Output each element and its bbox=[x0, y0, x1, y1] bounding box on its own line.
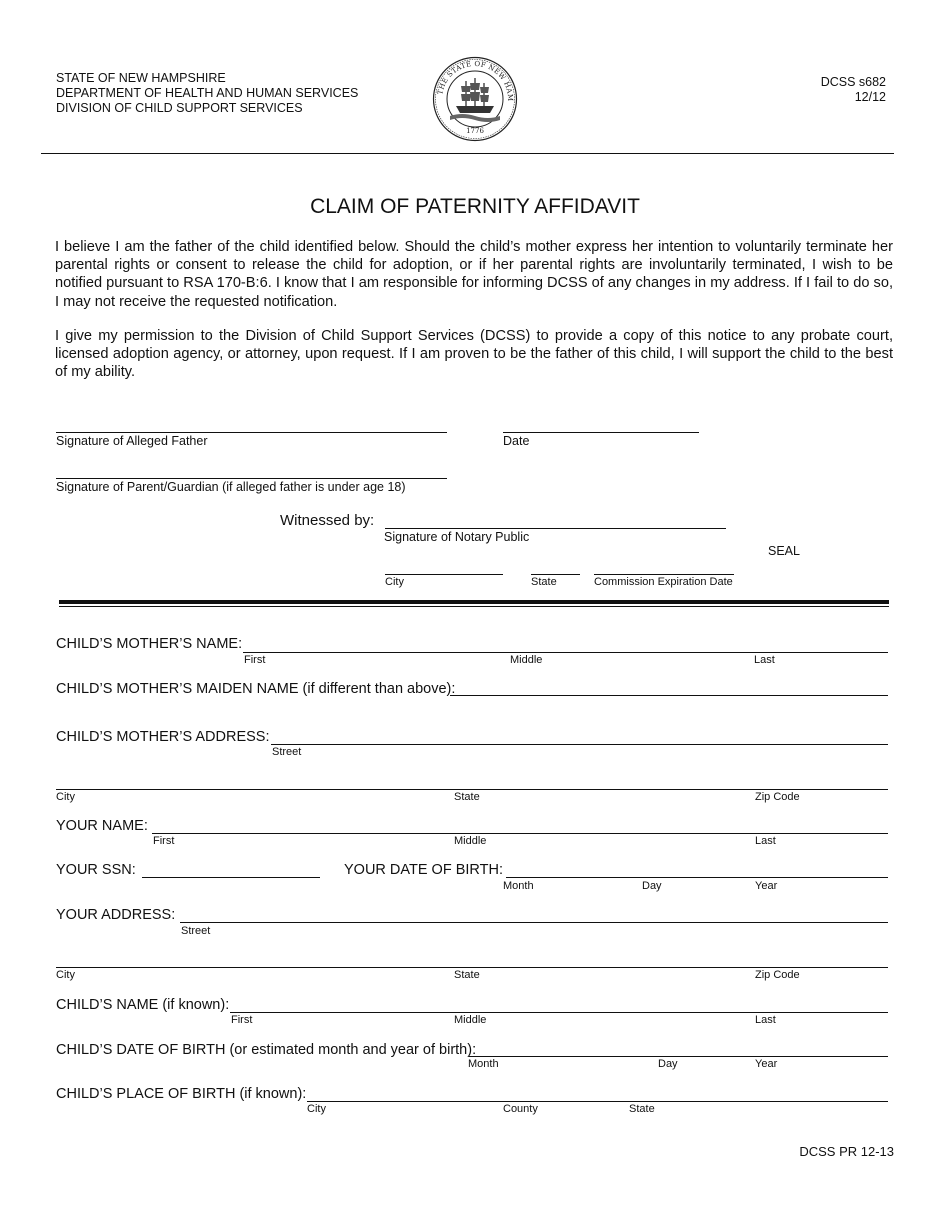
your-name-field[interactable] bbox=[152, 833, 888, 834]
mother-name-field[interactable] bbox=[243, 652, 888, 653]
mother-address-zip-label: Zip Code bbox=[755, 791, 800, 803]
notary-city-label: City bbox=[385, 576, 404, 588]
your-address-street-field[interactable] bbox=[180, 922, 888, 923]
child-dob-label: CHILD’S DATE OF BIRTH (or estimated month and year of birth): bbox=[56, 1042, 477, 1058]
notary-signature-label: Signature of Notary Public bbox=[384, 530, 530, 544]
child-pob-state-label: State bbox=[629, 1103, 655, 1115]
your-ssn-label: YOUR SSN: bbox=[56, 862, 136, 878]
your-dob-field[interactable] bbox=[506, 877, 888, 878]
child-pob-field[interactable] bbox=[307, 1101, 888, 1102]
notary-signature-line[interactable] bbox=[385, 528, 726, 529]
child-name-field[interactable] bbox=[230, 1012, 888, 1013]
mother-address-city-field[interactable] bbox=[56, 789, 888, 790]
child-dob-year-label: Year bbox=[755, 1058, 778, 1070]
child-pob-city-label: City bbox=[307, 1103, 326, 1115]
your-dob-label: YOUR DATE OF BIRTH: bbox=[344, 862, 503, 878]
mother-name-last-label: Last bbox=[754, 654, 775, 666]
child-name-first-label: First bbox=[231, 1014, 253, 1026]
child-dob-day-label: Day bbox=[658, 1058, 678, 1070]
agency-line-division: DIVISION OF CHILD SUPPORT SERVICES bbox=[56, 101, 303, 115]
mother-maiden-name-label: CHILD’S MOTHER’S MAIDEN NAME (if different than above): bbox=[56, 681, 456, 697]
mother-name-first-label: First bbox=[244, 654, 266, 666]
form-date: 12/12 bbox=[854, 90, 886, 104]
state-seal-logo bbox=[432, 56, 518, 142]
agency-line-department: DEPARTMENT OF HEALTH AND HUMAN SERVICES bbox=[56, 86, 359, 100]
your-address-zip-label: Zip Code bbox=[755, 969, 800, 981]
mother-address-label: CHILD’S MOTHER’S ADDRESS: bbox=[56, 729, 270, 745]
mother-address-street-label: Street bbox=[272, 746, 302, 758]
your-address-city-field[interactable] bbox=[56, 967, 888, 968]
your-name-middle-label: Middle bbox=[454, 835, 487, 847]
child-pob-label: CHILD’S PLACE OF BIRTH (if known): bbox=[56, 1086, 307, 1102]
notary-state-label: State bbox=[531, 576, 557, 588]
your-name-last-label: Last bbox=[755, 835, 776, 847]
section-divider-thin bbox=[59, 606, 889, 607]
your-address-label: YOUR ADDRESS: bbox=[56, 907, 176, 923]
child-name-middle-label: Middle bbox=[454, 1014, 487, 1026]
mother-address-state-label: State bbox=[454, 791, 480, 803]
section-divider-thick bbox=[59, 600, 889, 604]
your-name-label: YOUR NAME: bbox=[56, 818, 148, 834]
your-dob-year-label: Year bbox=[755, 880, 778, 892]
your-address-state-label: State bbox=[454, 969, 480, 981]
your-address-city-label: City bbox=[56, 969, 75, 981]
paragraph-notification: I believe I am the father of the child identified below. Should the child’s mother express her intention to voluntarily terminate her parental rights or consent to release the child for adoption, or if her parental rights are involuntarily terminated, I wish to be notified pursuant to RSA 170-B:6. I know that I am responsible for informing DCSS of any changes in my address. If I fail to do so, I may not receive the requested notification. bbox=[55, 239, 893, 310]
paragraph-permission: I give my permission to the Division of Child Support Services (DCSS) to provide a copy of this notice to any probate court, licensed adoption agency, or attorney, upon request. If I am proven to be the father of this child, I will support the child to the best of my ability. bbox=[55, 328, 893, 381]
notary-city-line[interactable] bbox=[385, 574, 503, 575]
seal-label: SEAL bbox=[768, 544, 800, 558]
parent-guardian-signature-label: Signature of Parent/Guardian (if alleged father is under age 18) bbox=[56, 480, 406, 494]
agency-line-state: STATE OF NEW HAMPSHIRE bbox=[56, 71, 226, 85]
mother-address-street-field[interactable] bbox=[271, 744, 888, 745]
your-dob-day-label: Day bbox=[642, 880, 662, 892]
notary-state-line[interactable] bbox=[531, 574, 580, 575]
child-name-last-label: Last bbox=[755, 1014, 776, 1026]
form-id-block bbox=[821, 75, 886, 105]
agency-block bbox=[56, 71, 358, 116]
alleged-father-signature-label: Signature of Alleged Father bbox=[56, 434, 208, 448]
your-name-first-label: First bbox=[153, 835, 175, 847]
date-label: Date bbox=[503, 434, 530, 448]
date-line[interactable] bbox=[503, 432, 699, 433]
mother-address-city-label: City bbox=[56, 791, 75, 803]
footer-form-code: DCSS PR 12-13 bbox=[799, 1144, 894, 1159]
commission-expiration-line[interactable] bbox=[594, 574, 734, 575]
mother-name-middle-label: Middle bbox=[510, 654, 543, 666]
alleged-father-signature-line[interactable] bbox=[56, 432, 447, 433]
svg-text:SEAL OF THE STATE OF NEW HAMPS: THE STATE OF NEW HAM bbox=[436, 59, 515, 102]
parent-guardian-signature-line[interactable] bbox=[56, 478, 447, 479]
child-dob-field[interactable] bbox=[469, 1056, 888, 1057]
your-address-street-label: Street bbox=[181, 925, 211, 937]
svg-text:1776: 1776 bbox=[466, 127, 484, 135]
mother-maiden-name-field[interactable] bbox=[450, 695, 888, 696]
page-title: CLAIM OF PATERNITY AFFIDAVIT bbox=[310, 195, 640, 218]
commission-expiration-label: Commission Expiration Date bbox=[594, 576, 733, 588]
header-divider bbox=[41, 153, 894, 154]
witnessed-by-label: Witnessed by: bbox=[280, 512, 375, 529]
child-name-label: CHILD’S NAME (if known): bbox=[56, 997, 230, 1013]
form-number: DCSS s682 bbox=[820, 75, 886, 89]
your-dob-month-label: Month bbox=[503, 880, 534, 892]
mother-name-label: CHILD’S MOTHER’S NAME: bbox=[56, 636, 243, 652]
child-dob-month-label: Month bbox=[468, 1058, 499, 1070]
your-ssn-field[interactable] bbox=[142, 877, 320, 878]
child-pob-county-label: County bbox=[503, 1103, 538, 1115]
